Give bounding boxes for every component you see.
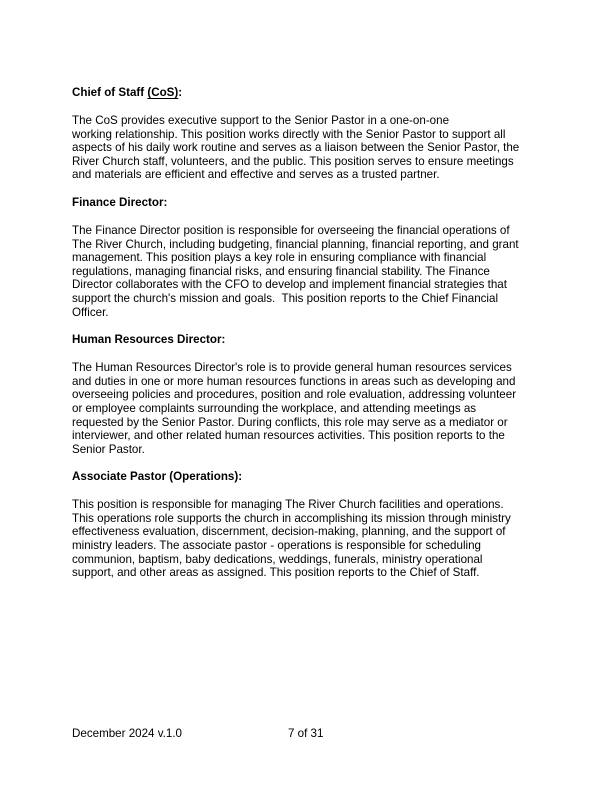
section-finance-director <box>72 196 542 319</box>
heading-abbreviation: (CoS) <box>147 86 179 99</box>
section-chief-of-staff <box>72 86 542 182</box>
paragraph-line: Director collaborates with the CFO to develop and implement financial strategies that <box>72 278 507 292</box>
paragraph-line: support the church's mission and goals. This position reports to the Chief Financial <box>72 291 499 305</box>
paragraph-line: effectiveness evaluation, discernment, decision-making, planning, and the support of <box>72 525 506 539</box>
paragraph-line: ministry leaders. The associate pastor - operations is responsible for scheduling <box>72 539 481 553</box>
paragraph-line: or employee complaints surrounding the workplace, and attending meetings as <box>72 401 477 415</box>
paragraph-line: and materials are efficient and effective and serves as a trusted partner. <box>72 168 440 182</box>
paragraph-line: and duties in one or more human resources functions in areas such as developing and <box>72 374 516 388</box>
paragraph-line: aspects of his daily work routine and serves as a liaison between the Senior Pastor, the <box>72 141 520 155</box>
paragraph-line: The CoS provides executive support to the Senior Pastor in a one-on-one <box>72 114 450 127</box>
paragraph-line: overseeing policies and procedures, position and role evaluation, addressing volunteer <box>72 388 517 402</box>
section-heading: Finance Director: <box>72 195 168 209</box>
document-page <box>72 86 542 594</box>
paragraph-line: regulations, managing financial risks, and ensuring financial stability. The Finance <box>72 264 490 278</box>
section-associate-pastor-operations <box>72 470 542 580</box>
section-heading: Associate Pastor (Operations): <box>72 470 243 484</box>
paragraph-line: Officer. <box>72 305 109 319</box>
paragraph-line: The Finance Director position is responsible for overseeing the financial operations of <box>72 223 510 237</box>
paragraph-line: management. This position plays a key role in ensuring compliance with financial <box>72 251 487 265</box>
heading-text: Chief of Staff <box>72 86 148 99</box>
section-paragraph <box>72 361 542 456</box>
paragraph-line: Senior Pastor. <box>72 442 145 456</box>
section-heading <box>72 86 542 100</box>
paragraph-line: requested by the Senior Pastor. During conflicts, this role may serve as a mediator or <box>72 415 508 429</box>
paragraph-line: interviewer, and other related human resources activities. This position reports to the <box>72 429 505 443</box>
paragraph-line: This position is responsible for managing The River Church facilities and operations. <box>72 498 504 512</box>
section-paragraph <box>72 114 542 182</box>
paragraph-line: River Church staff, volunteers, and the public. This position serves to ensure meetings <box>72 154 514 168</box>
footer-date-version: December 2024 v.1.0 <box>72 727 182 740</box>
footer-page-number: 7 of 31 <box>288 727 324 740</box>
section-hr-director <box>72 333 542 456</box>
paragraph-line: The River Church, including budgeting, financial planning, financial reporting, and grant <box>72 237 519 251</box>
paragraph-line: The Human Resources Director's role is to provide general human resources services <box>72 361 512 375</box>
paragraph-line: communion, baptism, baby dedications, weddings, funerals, ministry operational <box>72 552 483 566</box>
section-paragraph <box>72 498 542 580</box>
paragraph-line: This operations role supports the church in accomplishing its mission through ministry <box>72 511 511 525</box>
section-heading: Human Resources Director: <box>72 333 226 347</box>
paragraph-line: support, and other areas as assigned. This position reports to the Chief of Staff. <box>72 566 480 580</box>
heading-colon: : <box>178 86 183 99</box>
paragraph-line: working relationship. This position works directly with the Senior Pastor to support all <box>72 127 506 141</box>
section-paragraph <box>72 224 542 319</box>
